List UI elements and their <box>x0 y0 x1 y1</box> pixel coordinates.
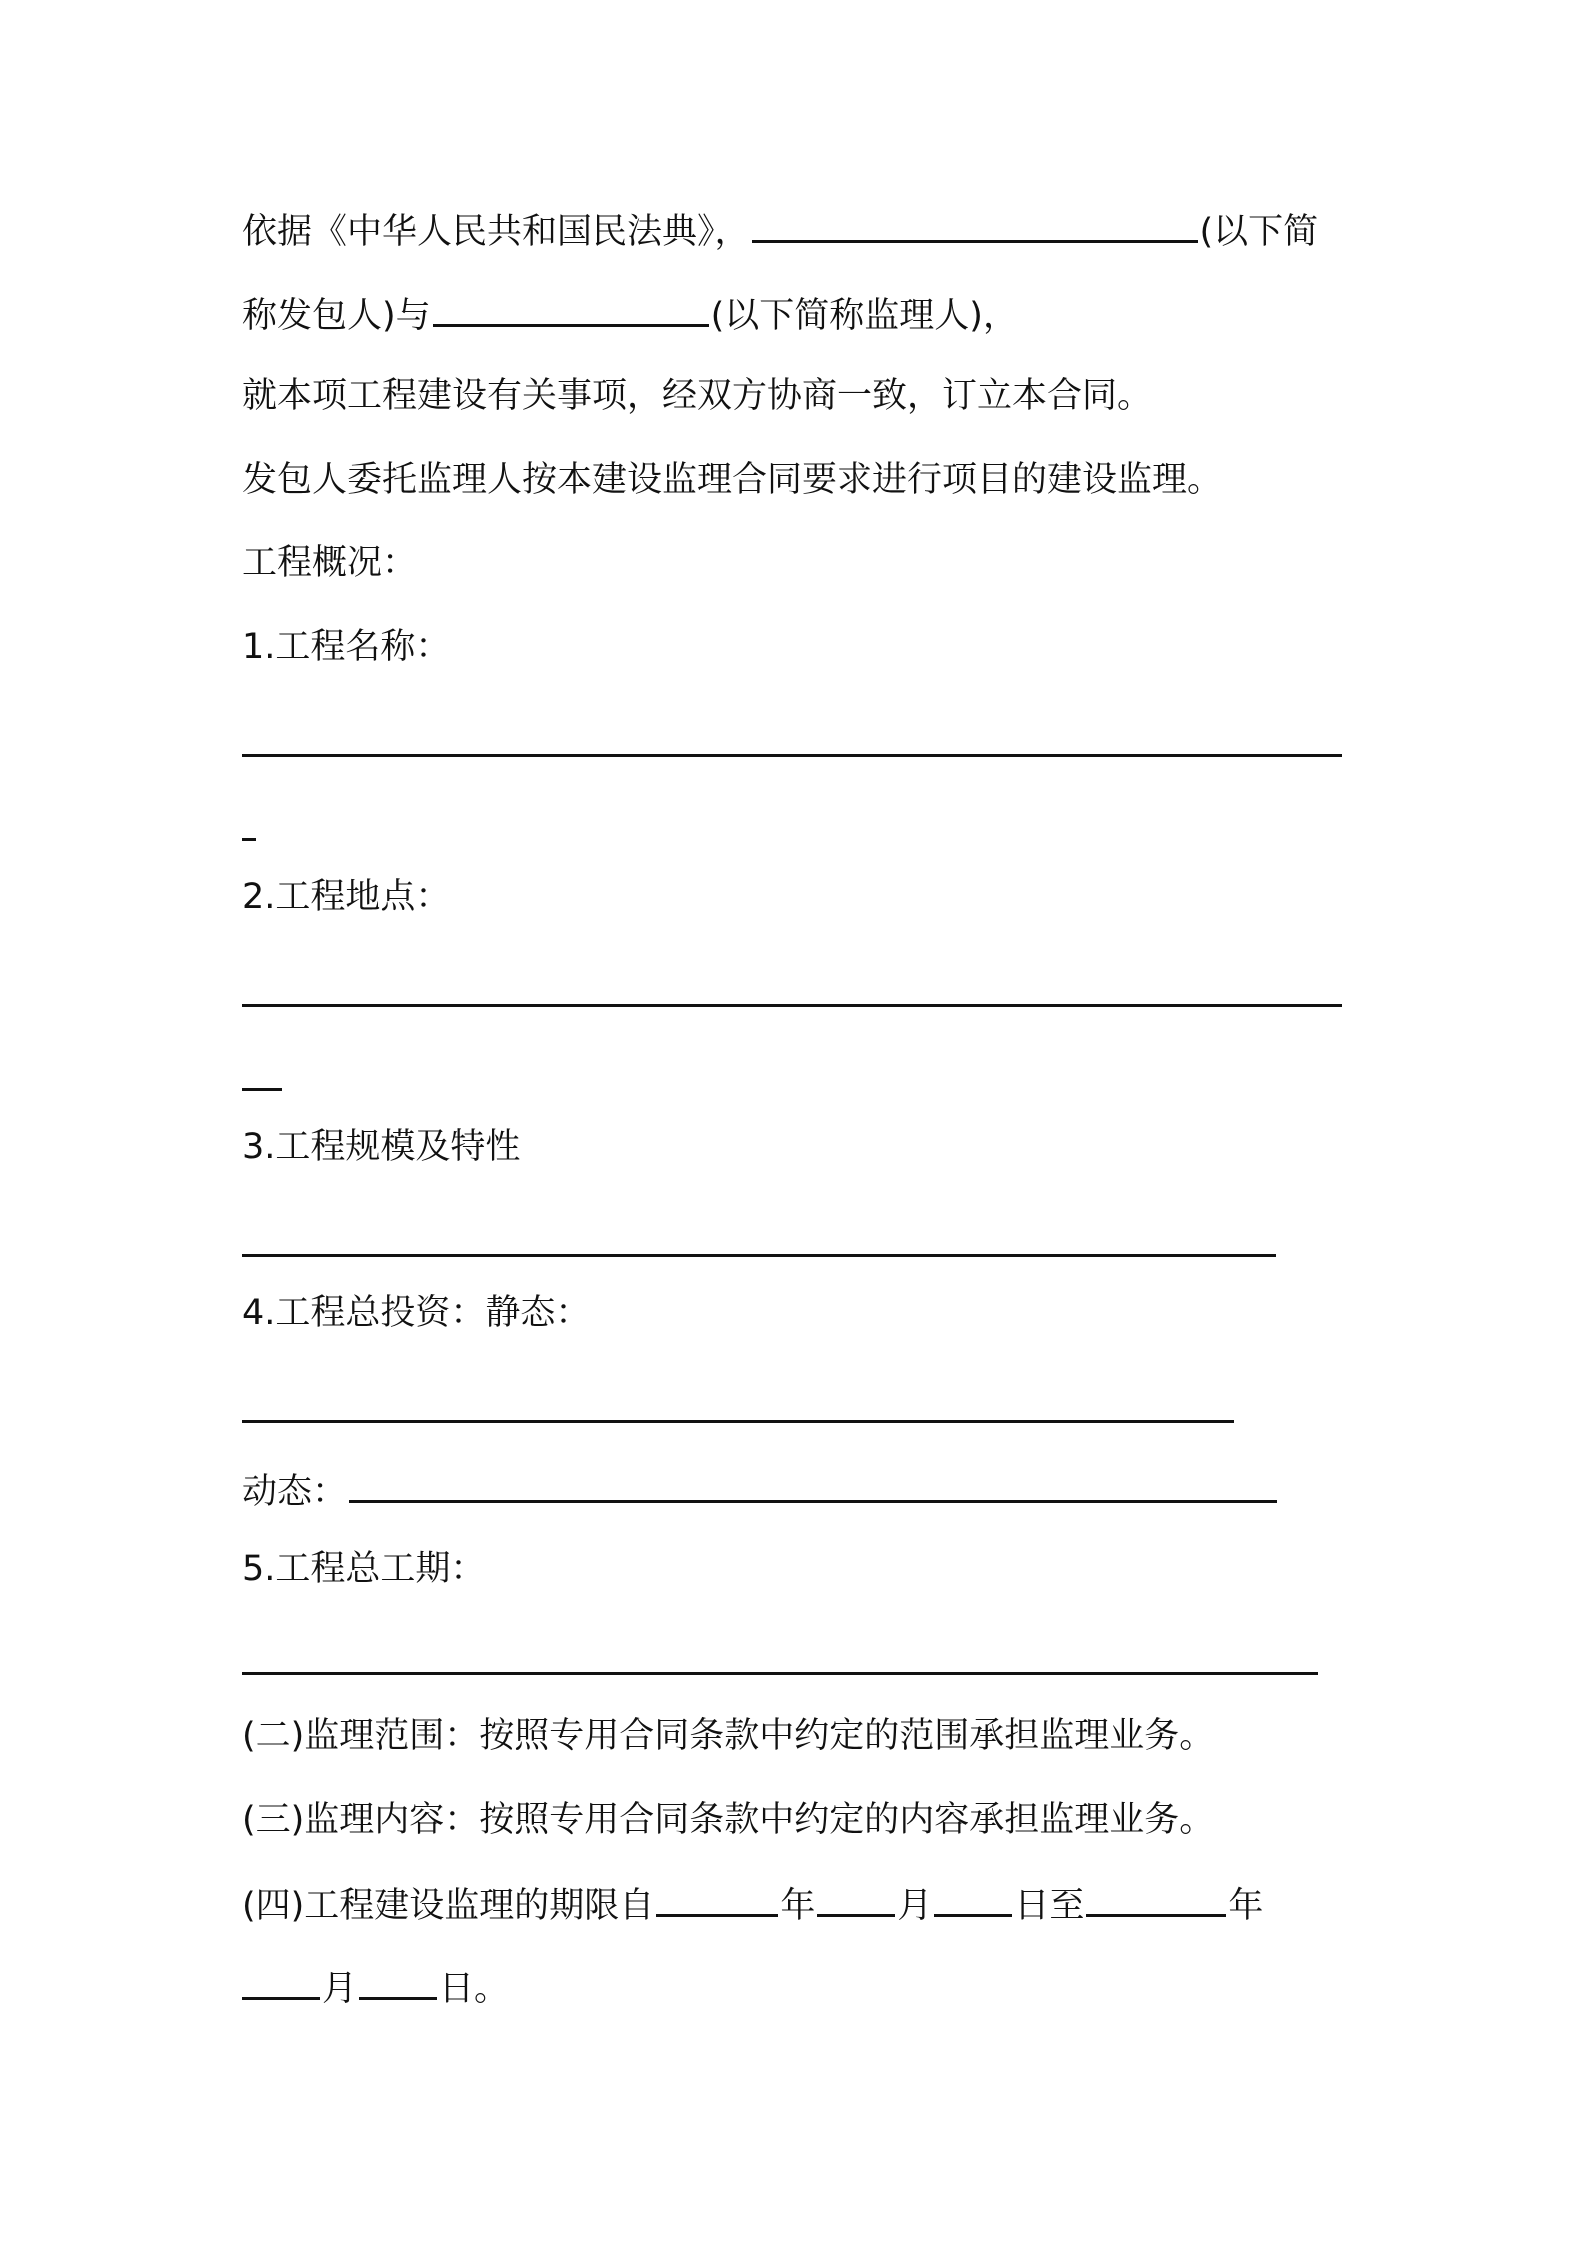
project-location-blank-line-1[interactable] <box>242 1004 1342 1007</box>
project-scale-blank[interactable] <box>242 1254 1276 1257</box>
intro-line-1 <box>242 206 1318 252</box>
project-name-blank-line-1[interactable] <box>242 754 1342 757</box>
project-name-label: 1.工程名称： <box>242 627 451 667</box>
project-name-blank-line-2[interactable] <box>242 838 256 841</box>
project-location-label: 2.工程地点： <box>242 877 451 917</box>
total-duration-label: 5.工程总工期： <box>242 1549 486 1589</box>
end-day-blank[interactable] <box>359 1963 437 2000</box>
project-scale-label: 3.工程规模及特性 <box>242 1127 521 1167</box>
intro-line2-prefix: 称发包人)与 <box>242 296 431 336</box>
intro-line-2 <box>242 290 1018 336</box>
total-duration-blank[interactable] <box>242 1672 1318 1675</box>
supervision-period-line-2 <box>242 1963 509 2009</box>
intro-line1-prefix: 依据《中华人民共和国民法典》， <box>242 212 750 252</box>
dynamic-investment-line <box>242 1466 1279 1512</box>
supervision-period-line-1 <box>242 1880 1263 1926</box>
dynamic-investment-blank[interactable] <box>349 1466 1277 1503</box>
end-month-label: 月 <box>322 1969 358 2009</box>
static-investment-blank[interactable] <box>242 1420 1234 1423</box>
start-day-label: 日至 <box>1014 1886 1085 1926</box>
total-investment-label: 4.工程总投资：静态： <box>242 1293 591 1333</box>
end-year-label: 年 <box>1228 1886 1264 1926</box>
end-day-label: 日。 <box>439 1969 510 2009</box>
dynamic-investment-label: 动态： <box>242 1472 348 1512</box>
overview-heading: 工程概况： <box>242 543 418 583</box>
employer-name-blank[interactable] <box>752 206 1198 243</box>
start-year-blank[interactable] <box>656 1880 778 1917</box>
intro-line-3: 就本项工程建设有关事项，经双方协商一致，订立本合同。 <box>242 376 1153 416</box>
end-year-blank[interactable] <box>1086 1880 1226 1917</box>
intro-line2-suffix: (以下简称监理人)， <box>710 296 1018 336</box>
start-year-label: 年 <box>780 1886 816 1926</box>
start-day-blank[interactable] <box>934 1880 1012 1917</box>
end-month-blank[interactable] <box>242 1963 320 2000</box>
intro-line-4: 发包人委托监理人按本建设监理合同要求进行项目的建设监理。 <box>242 460 1223 500</box>
start-month-blank[interactable] <box>817 1880 895 1917</box>
intro-line1-suffix: (以下简 <box>1199 212 1319 252</box>
supervisor-name-blank[interactable] <box>433 290 709 327</box>
start-month-label: 月 <box>897 1886 933 1926</box>
project-location-blank-line-2[interactable] <box>242 1088 282 1091</box>
period-prefix: (四)工程建设监理的期限自 <box>242 1886 655 1926</box>
supervision-content: (三)监理内容：按照专用合同条款中约定的内容承担监理业务。 <box>242 1800 1215 1840</box>
supervision-scope: (二)监理范围：按照专用合同条款中约定的范围承担监理业务。 <box>242 1716 1215 1756</box>
